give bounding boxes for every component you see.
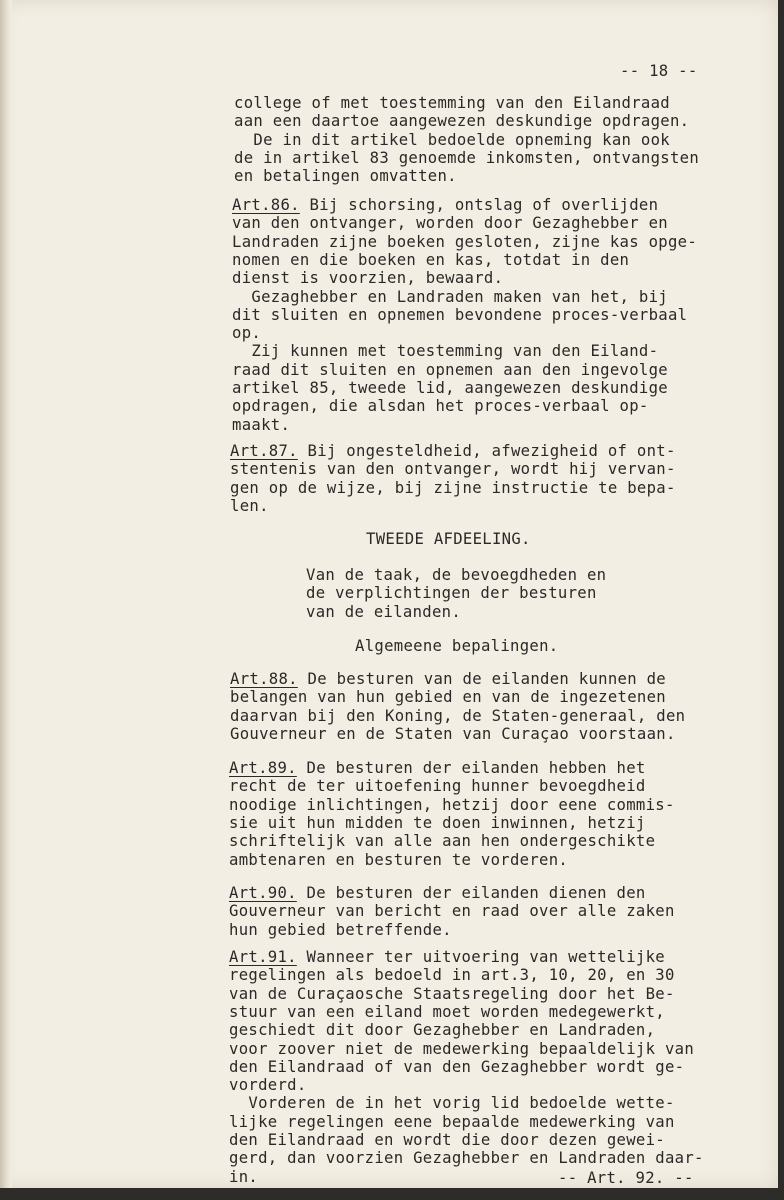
- art89-label: Art.89.: [229, 759, 297, 777]
- scan-border-bottom: [0, 1188, 784, 1200]
- section-title: TWEEDE AFDEELING.: [366, 530, 531, 548]
- art86-text-line: opdragen, die alsdan het proces-verbaal op-: [232, 397, 649, 416]
- art90-text-line: hun gebied betreffende.: [229, 920, 452, 939]
- art91-text-line: stuur van een eiland moet worden medegewerkt,: [229, 1002, 665, 1021]
- art86-text-line: Landraden zijne boeken gesloten, zijne kas opge-: [232, 232, 698, 251]
- art91-text-line: gerd, dan voorzien Gezaghebber en Landraden daar-: [229, 1149, 704, 1168]
- art87-first-line: [230, 442, 676, 460]
- art86-text-line: nomen en die boeken en kas, totdat in den: [232, 250, 630, 269]
- art91-text-line: van de Curaçaosche Staatsregeling door het Be-: [229, 984, 675, 1003]
- art86-text-line: raad dit sluiten en opnemen aan den ingevolge: [232, 360, 668, 379]
- art90-text-line: Gouverneur van bericht en raad over alle zaken: [229, 902, 675, 921]
- continued-text-line: de in artikel 83 genoemde inkomsten, ontvangsten: [234, 148, 700, 167]
- art86-label: Art.86.: [232, 196, 300, 214]
- general-provisions-heading: Algemeene bepalingen.: [355, 637, 559, 655]
- art87-text-line: gen op de wijze, bij zijne instructie te bepa-: [230, 478, 676, 497]
- art86-text-line: dit sluiten en opnemen bevondene proces-verbaal: [232, 305, 688, 324]
- art86-text-line: maakt.: [232, 415, 291, 434]
- art89-first-text: De besturen der eilanden hebben het: [296, 759, 646, 777]
- art86-text-line: Zij kunnen met toestemming van den Eiland-: [232, 342, 659, 361]
- section-subtitle-line: Van de taak, de bevoegdheden en: [306, 566, 607, 584]
- art89-text-line: recht de ter uitoefening hunner bevoegdheid: [229, 777, 646, 796]
- continued-text-line: De in dit artikel bedoelde opneming kan ook: [234, 130, 670, 149]
- art86-text-line: op.: [232, 324, 262, 343]
- art88-label: Art.88.: [230, 670, 298, 688]
- art88-first-line: [230, 670, 666, 688]
- art89-first-line: [229, 759, 646, 777]
- art91-first-line: [229, 948, 665, 966]
- art91-text-line: den Eilandraad of van den Gezaghebber wordt ge-: [229, 1057, 685, 1076]
- art86-text-line: van den ontvanger, worden door Gezaghebber en: [232, 214, 668, 233]
- art91-first-text: Wanneer ter uitvoering van wettelijke: [296, 948, 665, 966]
- section-subtitle-line: van de eilanden.: [306, 602, 462, 621]
- art91-text-line: voor zoover niet de medewerking bepaaldelijk van: [229, 1039, 695, 1058]
- art90-first-text: De besturen der eilanden dienen den: [296, 884, 646, 902]
- art87-text-line: stentenis van den ontvanger, wordt hij vervan-: [230, 460, 676, 479]
- art89-text-line: ambtenaren en besturen te vorderen.: [229, 850, 569, 869]
- art91-text-line: lijke regelingen eene bepaalde medewerking van: [229, 1112, 675, 1131]
- art89-text-line: schriftelijk van alle aan hen ondergeschikte: [229, 832, 656, 851]
- art91-text-line: in.: [229, 1167, 259, 1186]
- art86-first-line: [232, 196, 658, 214]
- art86-text-line: artikel 85, tweede lid, aangewezen deskundige: [232, 379, 668, 397]
- art88-text-line: belangen van hun gebied en van de ingezetenen: [230, 688, 666, 707]
- art88-text-line: Gouverneur en de Staten van Curaçao voorstaan.: [230, 724, 676, 743]
- continued-text-line: college of met toestemming van den Eilandraad: [234, 94, 670, 112]
- art89-text-line: noodige inlichtingen, hetzij door eene commis-: [229, 795, 675, 814]
- art86-text-line: dienst is voorzien, bewaard.: [232, 269, 504, 288]
- art87-label: Art.87.: [230, 442, 298, 460]
- continued-text-line: aan een daartoe aangewezen deskundige opdragen.: [234, 112, 690, 131]
- art87-text-line: len.: [230, 496, 269, 515]
- art91-text-line: vorderd.: [229, 1076, 307, 1095]
- art91-label: Art.91.: [229, 948, 297, 966]
- art90-first-line: [229, 884, 646, 902]
- art91-text-line: Vorderen de in het vorig lid bedoelde wette-: [229, 1094, 675, 1113]
- art88-first-text: De besturen van de eilanden kunnen de: [297, 670, 666, 688]
- art86-text-line: Gezaghebber en Landraden maken van het, bij: [232, 287, 668, 306]
- art91-text-line: geschiedt dit door Gezaghebber en Landraden,: [229, 1021, 656, 1040]
- page-number: -- 18 --: [620, 62, 698, 80]
- art86-first-text: Bij schorsing, ontslag of overlijden: [299, 196, 659, 214]
- binding-edge: [0, 0, 12, 1188]
- scan-border-right: [778, 0, 784, 1200]
- continued-text-line: en betalingen omvatten.: [234, 167, 457, 186]
- art88-text-line: daarvan bij den Koning, de Staten-generaal, den: [230, 706, 686, 725]
- art89-text-line: sie uit hun midden te doen inwinnen, hetzij: [229, 813, 646, 832]
- section-subtitle-line: de verplichtingen der besturen: [306, 584, 597, 603]
- art87-first-text: Bij ongesteldheid, afwezigheid of ont-: [297, 442, 676, 460]
- catchword: -- Art. 92. --: [558, 1169, 694, 1187]
- art91-text-line: regelingen als bedoeld in art.3, 10, 20, en 30: [229, 966, 675, 985]
- art91-text-line: den Eilandraad en wordt die door dezen gewei-: [229, 1131, 665, 1149]
- art90-label: Art.90.: [229, 884, 297, 902]
